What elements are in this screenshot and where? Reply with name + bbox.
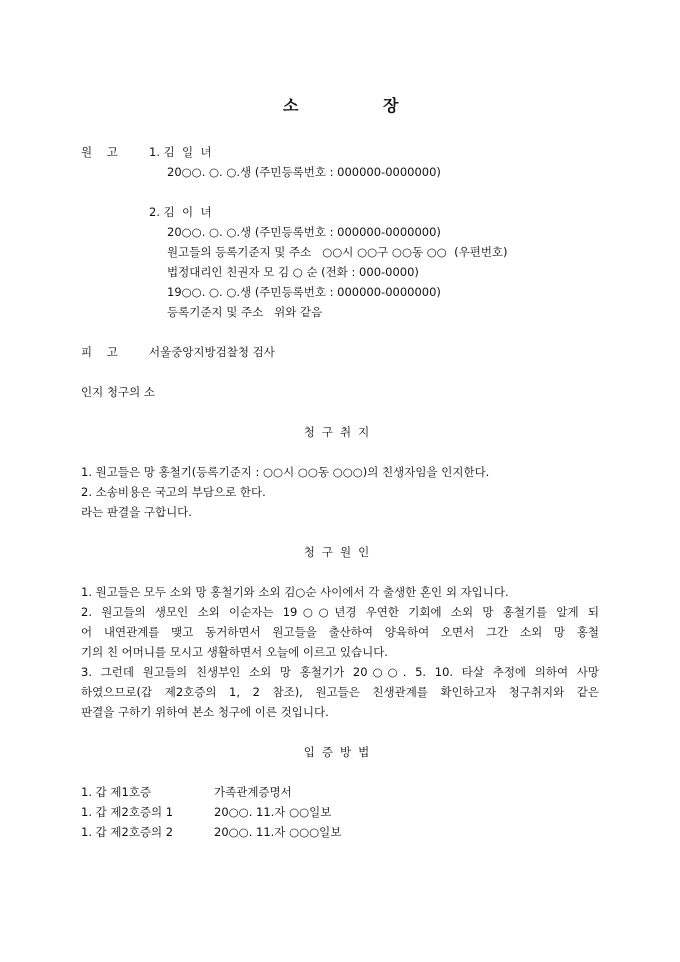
- guardian-birth: 19○○. ○. ○.생 (주민등록번호 : 000000-0000000): [167, 285, 441, 299]
- claim-cause-line-2: 2. 원고들의 생모인 소외 이순자는 19○○년경 우연한 기회에 소외 망 홍철기를 알게 되: [81, 605, 599, 619]
- claim-cause-line-3: 어 내연관계를 맺고 동거하면서 원고들을 출산하여 양육하여 오면서 그간 소외 망 홍철: [81, 625, 599, 639]
- claim-purpose-line-1: 1. 원고들은 망 홍철기(등록기준지 : ○○시 ○○동 ○○○)의 친생자임을 인지한다.: [81, 465, 490, 479]
- title-char-2: 장: [383, 96, 399, 115]
- claim-cause-line-5: 3. 그런데 원고들의 친생부인 소외 망 홍철기가 20○○. 5. 10. 타살 추정에 의하여 사망: [81, 665, 599, 679]
- evidence-description: 가족관계증명서: [214, 785, 292, 799]
- plaintiff-address: 원고들의 등록기준지 및 주소 ○○시 ○○구 ○○동 ○○ (우편번호): [167, 245, 508, 259]
- claim-cause-line-4: 기의 친 어머니를 모시고 생활하면서 오늘에 이르고 있습니다.: [81, 645, 388, 659]
- claim-cause-line-7: 판결을 구하기 위하여 본소 청구에 이른 것입니다.: [81, 705, 329, 719]
- evidence-number: 1. 갑 제1호증: [81, 785, 152, 799]
- case-name: 인지 청구의 소: [81, 385, 155, 399]
- plaintiff-2-birth: 20○○. ○. ○.생 (주민등록번호 : 000000-0000000): [167, 225, 441, 239]
- plaintiff-2-name: 2. 김 이 녀: [149, 205, 212, 219]
- legal-guardian: 법정대리인 친권자 모 김 ○ 순 (전화 : 000-0000): [167, 265, 419, 279]
- evidence-heading: 입증방법: [303, 745, 377, 759]
- evidence-number: 1. 갑 제2호증의 1: [81, 805, 174, 819]
- claim-cause-line-1: 1. 원고들은 모두 소외 망 홍철기와 소외 김○순 사이에서 각 출생한 혼인 외 자입니다.: [81, 585, 509, 599]
- evidence-item: [81, 824, 601, 840]
- evidence-description: 20○○. 11.자 ○○○일보: [214, 825, 342, 839]
- defendant-name: 서울중앙지방검찰청 검사: [149, 345, 275, 359]
- evidence-item: [81, 784, 601, 800]
- defendant-label: 피 고: [81, 345, 118, 359]
- guardian-address: 등록기준지 및 주소 위와 같음: [167, 305, 323, 319]
- evidence-item: [81, 804, 601, 820]
- plaintiff-1-name: 1. 김 일 녀: [149, 145, 212, 159]
- plaintiff-label: 원 고: [81, 145, 118, 159]
- plaintiff-1-birth: 20○○. ○. ○.생 (주민등록번호 : 000000-0000000): [167, 165, 441, 179]
- claim-purpose-line-2: 2. 소송비용은 국고의 부담으로 한다.: [81, 485, 266, 499]
- evidence-description: 20○○. 11.자 ○○일보: [214, 805, 332, 819]
- title-char-1: 소: [283, 96, 299, 115]
- evidence-number: 1. 갑 제2호증의 2: [81, 825, 174, 839]
- claim-cause-line-6: 하였으므로(갑 제2호증의 1, 2 참조), 원고들은 친생관계를 확인하고자 청구취지와 같은: [81, 685, 599, 699]
- claim-cause-heading: 청구원인: [303, 545, 377, 559]
- claim-purpose-line-3: 라는 판결을 구합니다.: [81, 505, 192, 519]
- claim-purpose-heading: 청구취지: [303, 425, 377, 439]
